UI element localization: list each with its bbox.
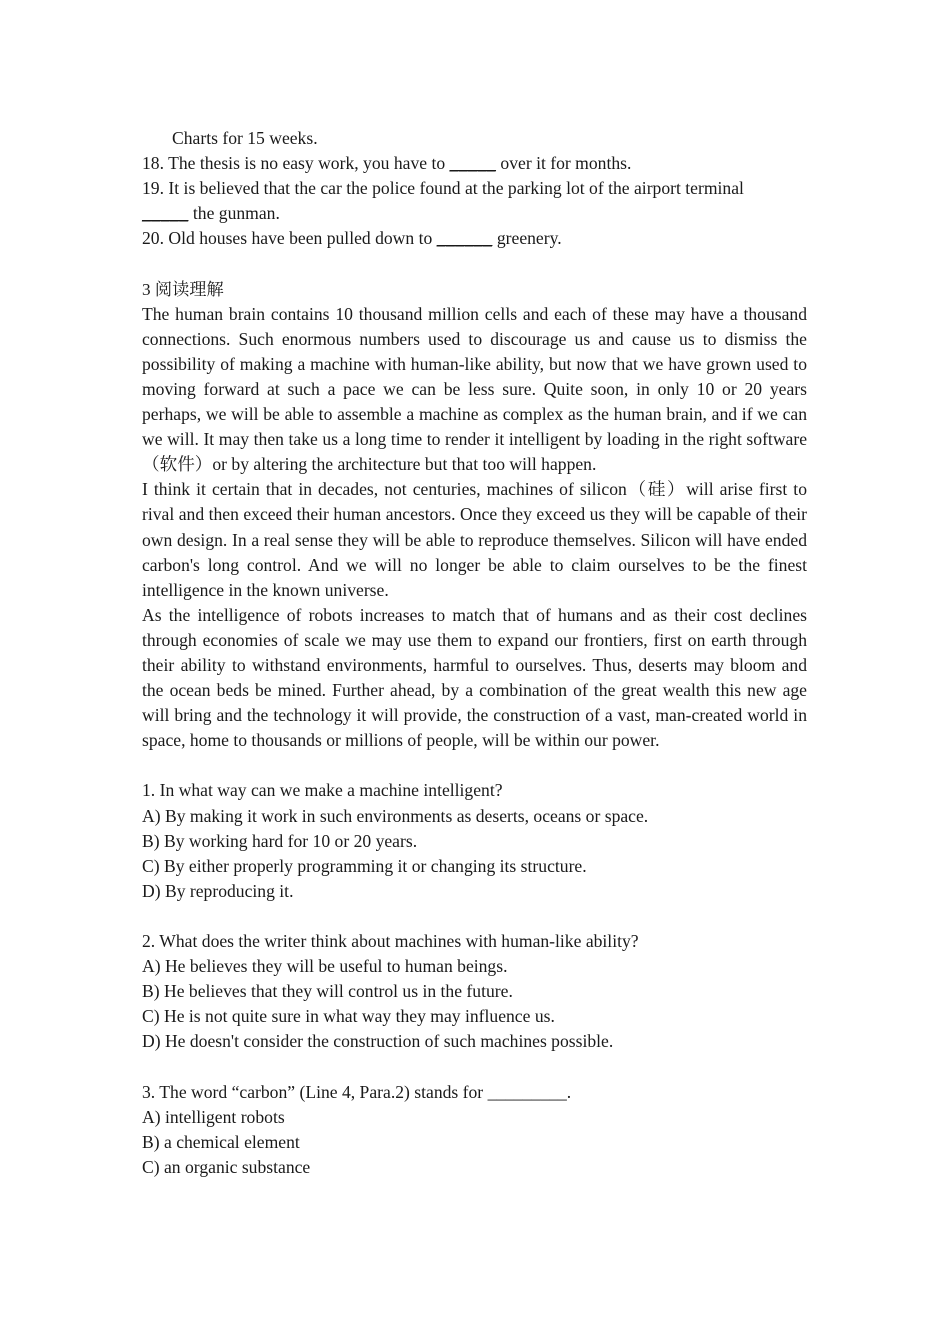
question-gap-2	[142, 1054, 807, 1079]
cloze-item-19-blank: _____	[142, 203, 189, 224]
passage-paragraph-2: I think it certain that in decades, not centuries, machines of silicon（硅）will arise first to rival and then exceed their human ancestors. Once they exceed us they will be capable of their own design. In a real sense they will be able to reproduce themselves. Silicon will have ended carbon's long control. And we will no longer be able to claim ourselves to be the finest intelligence in the known universe.	[142, 479, 807, 600]
cloze-item-18-number: 18.	[142, 153, 164, 174]
question-2-option-b[interactable]: B) He believes that they will control us in the future.	[142, 981, 513, 1002]
question-1-option-b[interactable]: B) By working hard for 10 or 20 years.	[142, 830, 418, 851]
question-1-option-a[interactable]: A) By making it work in such environments as deserts, oceans or space.	[142, 805, 649, 826]
question-3-option-c[interactable]: C) an organic substance	[142, 1156, 311, 1177]
cloze-item-18-text-after: over it for months.	[496, 153, 632, 174]
cloze-item-19-continuation	[142, 201, 807, 226]
question-gap-1	[142, 904, 807, 929]
cloze-item-19	[142, 176, 807, 201]
question-2-option-c[interactable]: C) He is not quite sure in what way they may influence us.	[142, 1006, 555, 1027]
question-3-option-a[interactable]: A) intelligent robots	[142, 1106, 285, 1127]
passage-paragraph-3: As the intelligence of robots increases to match that of humans and as their cost declines through economies of scale we may use them to expand our frontiers, first on earth through their ability to withstand environments, harmful to ourselves. Thus, deserts may bloom and the ocean beds be mined. Further ahead, by a combination of the great wealth this new age will bring and the technology it will provide, the construction of a vast, man-created world in space, home to thousands or millions of people, will be within our power.	[142, 604, 807, 751]
cloze-continuation-line: Charts for 15 weeks.	[172, 128, 318, 148]
question-1-option-d[interactable]: D) By reproducing it.	[142, 880, 294, 901]
question-3-stem: 3. The word “carbon” (Line 4, Para.2) stands for _________.	[142, 1081, 572, 1102]
cloze-item-18	[142, 151, 807, 176]
cloze-item-18-blank: _____	[449, 153, 497, 174]
question-1-stem: 1. In what way can we make a machine intelligent?	[142, 780, 503, 801]
cloze-item-19-text-before: It is believed that the car the police found at the parking lot of the airport terminal	[168, 178, 744, 199]
document-body	[142, 126, 807, 1180]
passage-paragraph-1: The human brain contains 10 thousand million cells and each of these may have a thousand connections. Such enormous numbers used to discourage us and cause us to dismiss the possibility of making a machine with human-like ability, but now that we have grown used to moving forward at such a pace we can be less sure. Quite soon, in only 10 or 20 years perhaps, we will be able to assemble a machine as complex as the human brain, and if we can we will. It may then take us a long time to render it intelligent by loading in the right software（软件）or by altering the architecture but that too will happen.	[142, 303, 807, 475]
cloze-item-19-number: 19.	[142, 178, 164, 199]
section-gap	[142, 251, 807, 276]
question-1-option-c[interactable]: C) By either properly programming it or changing its structure.	[142, 855, 587, 876]
cloze-item-20-text-after: greenery.	[492, 228, 562, 249]
cloze-item-19-continuation-text: the gunman.	[188, 203, 280, 224]
cloze-item-20-blank: ______	[436, 228, 493, 249]
question-3-option-b[interactable]: B) a chemical element	[142, 1131, 300, 1152]
reading-section-heading: 3 阅读理解	[142, 279, 224, 299]
question-2-stem: 2. What does the writer think about machines with human-like ability?	[142, 931, 639, 951]
question-2-option-a[interactable]: A) He believes they will be useful to human beings.	[142, 956, 508, 977]
question-2-option-d[interactable]: D) He doesn't consider the construction of such machines possible.	[142, 1031, 614, 1052]
passage-questions-gap	[142, 753, 807, 778]
cloze-item-20	[142, 226, 807, 251]
cloze-item-20-text-before: Old houses have been pulled down to	[168, 228, 437, 249]
cloze-item-20-number: 20.	[142, 228, 164, 249]
cloze-item-18-text-before: The thesis is no easy work, you have to	[168, 153, 450, 174]
